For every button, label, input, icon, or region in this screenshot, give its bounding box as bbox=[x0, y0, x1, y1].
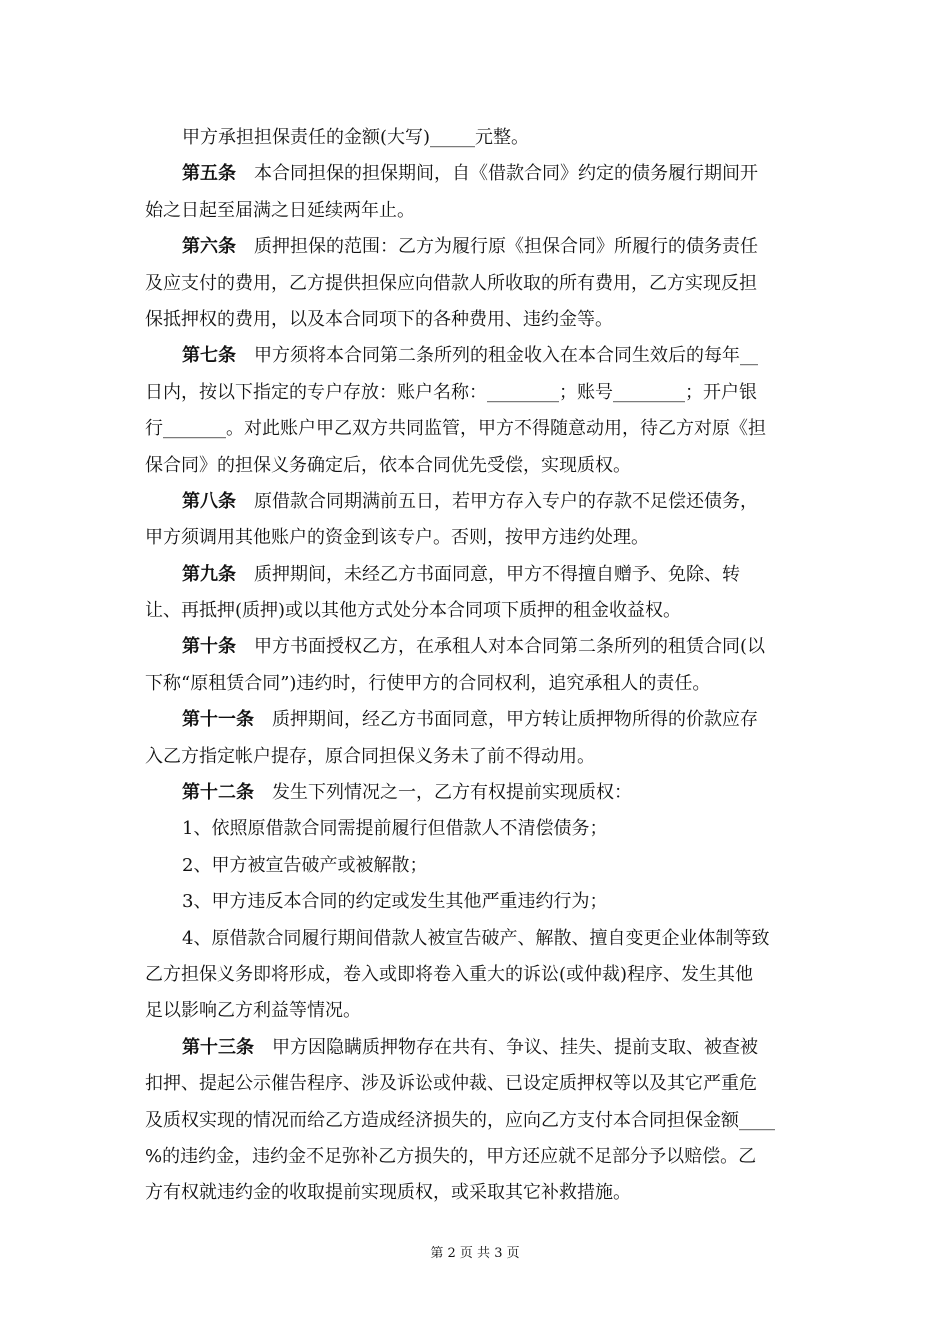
line-text: 1、依照原借款合同需提前履行但借款人不清偿债务； bbox=[182, 818, 608, 840]
line-text: 质押担保的范围：乙方为履行原《担保合同》所履行的债务责任 bbox=[236, 236, 758, 258]
text-line bbox=[145, 520, 805, 556]
text-line bbox=[145, 1030, 805, 1066]
text-line bbox=[145, 229, 805, 265]
line-text: 及质权实现的情况而给乙方造成经济损失的，应向乙方支付本合同担保金额____ bbox=[145, 1109, 775, 1131]
text-line bbox=[145, 302, 805, 338]
line-text: 发生下列情况之一，乙方有权提前实现质权： bbox=[254, 782, 632, 804]
line-text: 日内，按以下指定的专户存放：账户名称：________；账号________；开户银 bbox=[145, 381, 757, 403]
article-number: 第十三条 bbox=[182, 1036, 254, 1058]
contract-body bbox=[145, 120, 805, 1212]
line-text: %的违约金，违约金不足弥补乙方损失的，甲方还应就不足部分予以赔偿。乙 bbox=[145, 1145, 757, 1167]
article-number: 第十一条 bbox=[182, 709, 254, 731]
text-line bbox=[145, 484, 805, 520]
text-line bbox=[145, 957, 805, 993]
text-line bbox=[145, 120, 805, 156]
text-line bbox=[145, 156, 805, 192]
article-number: 第七条 bbox=[182, 345, 236, 367]
text-line bbox=[145, 921, 805, 957]
text-line bbox=[145, 993, 805, 1029]
article-number: 第十条 bbox=[182, 636, 236, 658]
text-line bbox=[145, 848, 805, 884]
line-text: 甲方承担担保责任的金额(大写)_____元整。 bbox=[182, 127, 530, 148]
text-line bbox=[145, 266, 805, 302]
text-line bbox=[145, 193, 805, 229]
text-line bbox=[145, 702, 805, 738]
line-text: 4、原借款合同履行期间借款人被宣告破产、解散、擅自变更企业体制等致 bbox=[182, 927, 770, 949]
text-line bbox=[145, 739, 805, 775]
line-text: 行_______。对此账户甲乙双方共同监管，甲方不得随意动用，待乙方对原《担 bbox=[145, 418, 766, 440]
text-line bbox=[145, 1175, 805, 1211]
line-text: 保合同》的担保义务确定后，依本合同优先受偿，实现质权。 bbox=[145, 454, 631, 476]
line-text: 扣押、提起公示催告程序、涉及诉讼或仲裁、已设定质押权等以及其它严重危 bbox=[145, 1073, 757, 1095]
line-text: 及应支付的费用，乙方提供担保应向借款人所收取的所有费用，乙方实现反担 bbox=[145, 272, 757, 294]
line-text: 让、再抵押(质押)或以其他方式处分本合同项下质押的租金收益权。 bbox=[145, 600, 682, 622]
article-number: 第五条 bbox=[182, 163, 236, 185]
line-text: 入乙方指定帐户提存，原合同担保义务未了前不得动用。 bbox=[145, 745, 595, 767]
article-number: 第十二条 bbox=[182, 782, 254, 804]
line-text: 始之日起至届满之日延续两年止。 bbox=[145, 199, 415, 221]
text-line bbox=[145, 1066, 805, 1102]
line-text: 方有权就违约金的收取提前实现质权，或采取其它补救措施。 bbox=[145, 1182, 631, 1204]
line-text: 原借款合同期满前五日，若甲方存入专户的存款不足偿还债务， bbox=[236, 490, 758, 512]
text-line bbox=[145, 775, 805, 811]
article-number: 第八条 bbox=[182, 490, 236, 512]
line-text: 3、甲方违反本合同的约定或发生其他严重违约行为； bbox=[182, 891, 608, 913]
text-line bbox=[145, 1139, 805, 1175]
line-text: 质押期间，未经乙方书面同意，甲方不得擅自赠予、免除、转 bbox=[236, 563, 740, 585]
text-line bbox=[145, 411, 805, 447]
text-line bbox=[145, 666, 805, 702]
text-line bbox=[145, 1103, 805, 1139]
line-text: 保抵押权的费用，以及本合同项下的各种费用、违约金等。 bbox=[145, 308, 613, 330]
text-line bbox=[145, 557, 805, 593]
line-text: 2、甲方被宣告破产或被解散； bbox=[182, 854, 428, 876]
article-number: 第九条 bbox=[182, 563, 236, 585]
text-line bbox=[145, 884, 805, 920]
page-number-footer: 第 2 页 共 3 页 bbox=[430, 1246, 520, 1261]
line-text: 乙方担保义务即将形成，卷入或即将卷入重大的诉讼(或仲裁)程序、发生其他 bbox=[145, 963, 754, 985]
line-text: 下称“原租赁合同”)违约时，行使甲方的合同权利，追究承租人的责任。 bbox=[145, 672, 711, 694]
line-text: 甲方因隐瞒质押物存在共有、争议、挂失、提前支取、被查被 bbox=[254, 1036, 758, 1058]
article-number: 第六条 bbox=[182, 236, 236, 258]
text-line bbox=[145, 811, 805, 847]
line-text: 甲方书面授权乙方，在承租人对本合同第二条所列的租赁合同(以 bbox=[236, 636, 766, 658]
line-text: 甲方须调用其他账户的资金到该专户。否则，按甲方违约处理。 bbox=[145, 527, 649, 549]
text-line bbox=[145, 593, 805, 629]
text-line bbox=[145, 629, 805, 665]
line-text: 质押期间，经乙方书面同意，甲方转让质押物所得的价款应存 bbox=[254, 709, 758, 731]
text-line bbox=[145, 338, 805, 374]
line-text: 足以影响乙方利益等情况。 bbox=[145, 1000, 361, 1022]
text-line bbox=[145, 448, 805, 484]
text-line bbox=[145, 375, 805, 411]
line-text: 本合同担保的担保期间，自《借款合同》约定的债务履行期间开 bbox=[236, 163, 758, 185]
line-text: 甲方须将本合同第二条所列的租金收入在本合同生效后的每年__ bbox=[236, 345, 758, 367]
